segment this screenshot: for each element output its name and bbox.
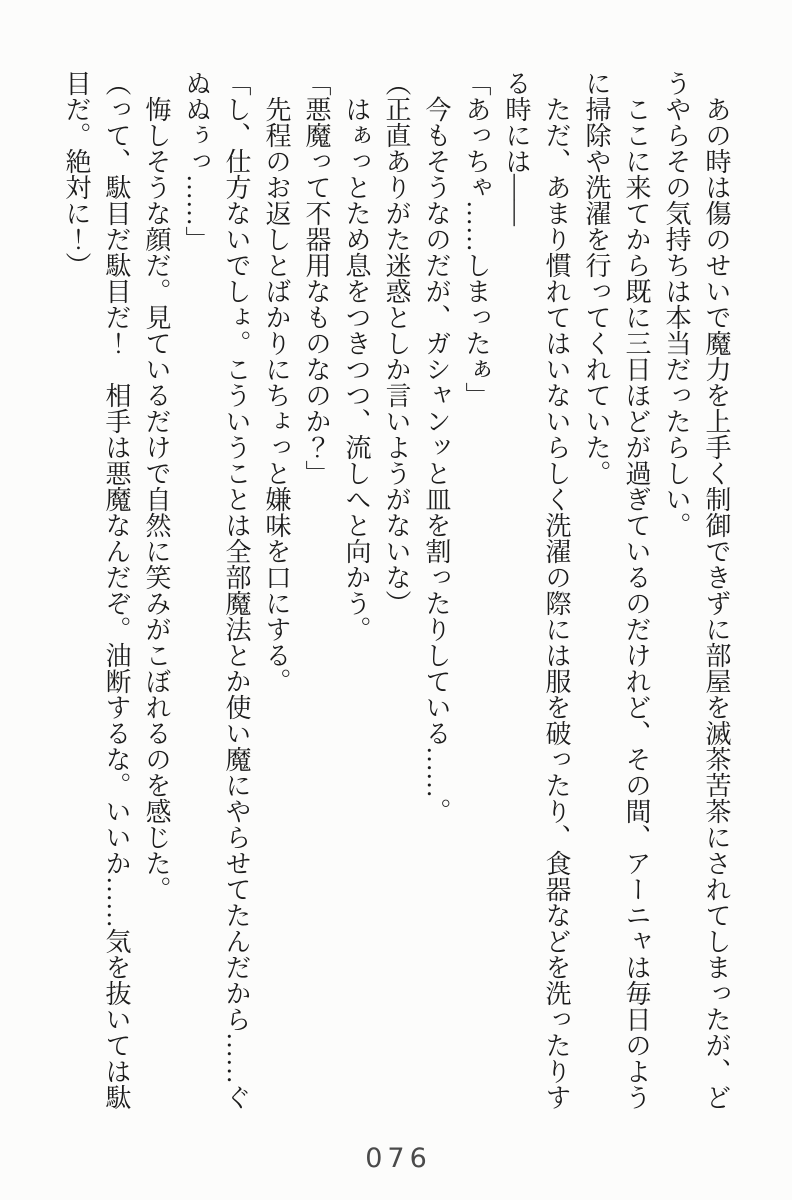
text-line-dialogue: 「あっちゃ……しまったぁ」 xyxy=(462,70,491,408)
page-number: 076 xyxy=(365,1143,432,1174)
text-line: ただ、あまり慣れてはいないらしく洗濯の際には服を破ったり、食器などを洗ったりす xyxy=(542,70,571,1110)
text-line: あの時は傷のせいで魔力を上手く制御できずに部屋を滅茶苦茶にされてしまったが、ど xyxy=(702,70,731,1110)
body-text xyxy=(56,70,736,1120)
text-line-thought: 目だ。絶対に！） xyxy=(62,70,91,278)
text-line: ここに来てから既に三日ほどが過ぎているのだけれど、その間、アーニャは毎日のよう xyxy=(622,70,651,1110)
text-line: 今もそうなのだが、ガシャンッと皿を割ったりしている……。 xyxy=(422,70,451,824)
text-line: 先程のお返しとばかりにちょっと嫌味を口にする。 xyxy=(262,70,291,694)
text-line-dialogue: ぬぬぅっ……」 xyxy=(182,70,211,252)
text-line: 悔しそうな顔だ。見ているだけで自然に笑みがこぼれるのを感じた。 xyxy=(142,70,171,902)
text-line-dialogue: 「し、仕方ないでしょ。こういうことは全部魔法とか使い魔にやらせてたんだから……ぐ xyxy=(222,70,251,1110)
text-line-dialogue: 「悪魔って不器用なものなのか？」 xyxy=(302,70,331,486)
text-line-thought: （正直ありがた迷惑としか言いようがないな） xyxy=(382,70,411,616)
text-line: る時には―― xyxy=(502,70,531,226)
text-line: はぁっとため息をつきつつ、流しへと向かう。 xyxy=(342,70,371,642)
text-line: うやらその気持ちは本当だったらしい。 xyxy=(662,70,691,538)
text-line-thought: （って、駄目だ駄目だ！ 相手は悪魔なんだぞ。油断するな。いいか……気を抜いては駄 xyxy=(102,70,131,1110)
text-line: に掃除や洗濯を行ってくれていた。 xyxy=(582,70,611,486)
